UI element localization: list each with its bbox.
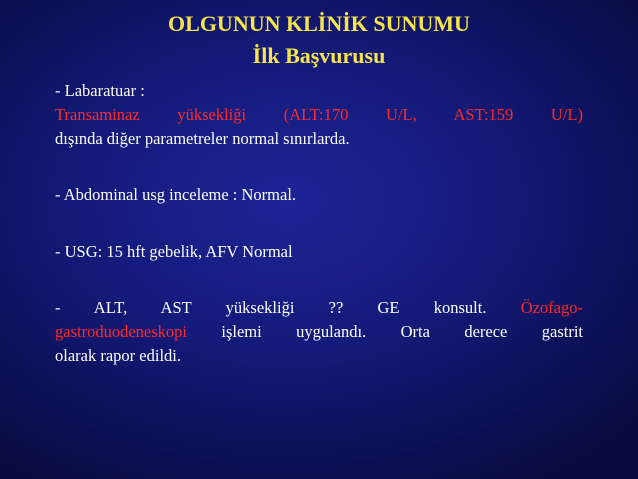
ge-line-3: olarak rapor edildi. <box>55 346 181 365</box>
ge-line-2-text: işlemi uygulandı. Orta derece gastrit <box>186 322 583 341</box>
ge-line-2 <box>55 320 583 344</box>
usg-line: - USG: 15 hft gebelik, AFV Normal <box>55 242 293 261</box>
slide-title: OLGUNUN KLİNİK SUNUMU <box>168 11 470 36</box>
transaminaz-line: Transaminaz yüksekliği (ALT:170 U/L, AST:159 U/L) <box>55 105 583 124</box>
ozofago-text: Özofago- <box>520 298 583 317</box>
gastroduodeneskopi-text: gastroduodeneskopi <box>55 322 187 341</box>
abdominal-usg-line: - Abdominal usg inceleme : Normal. <box>55 185 297 204</box>
slide-body <box>55 79 583 368</box>
ge-line-1-text: - ALT, AST yüksekliği ?? GE konsult. <box>55 298 487 317</box>
ge-line-1 <box>55 296 583 320</box>
lab-rest-line: dışında diğer parametreler normal sınırlarda. <box>55 129 350 148</box>
slide-subtitle: İlk Başvurusu <box>252 43 386 68</box>
lab-heading: - Labaratuar : <box>55 81 145 100</box>
